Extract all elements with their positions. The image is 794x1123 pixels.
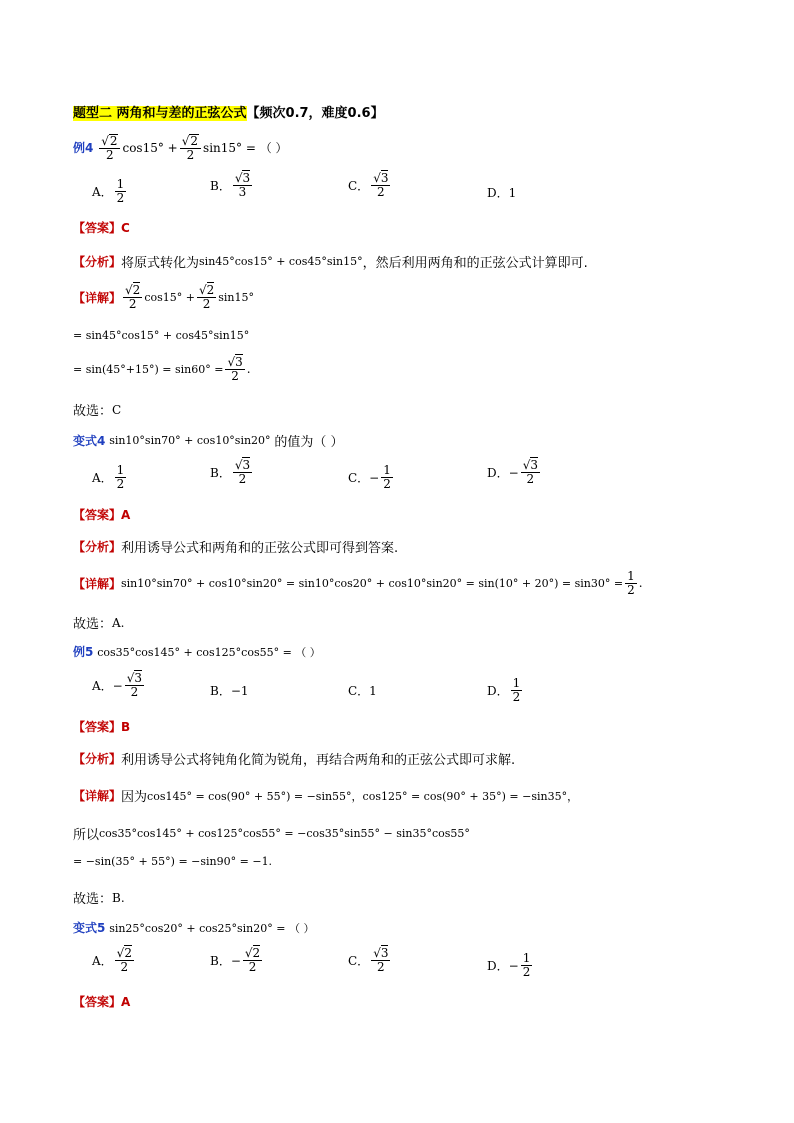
ex4-detail-1: 【详解】 $\frac{√2}{2}$ cos15° + $\frac{√2}{2}$ sin15°: [73, 283, 254, 311]
section-title: 题型二 两角和与差的正弦公式: [73, 106, 247, 121]
var4-analysis: 【分析】 利用诱导公式和两角和的正弦公式即可得到答案.: [73, 540, 399, 556]
ex5-detail-1: 【详解】 因为 cos145° = cos(90° + 55°) = −sin55°，cos125° = cos(90° + 35°) = −sin35°，: [73, 789, 579, 805]
ex5-choose: 故选： B.: [73, 890, 125, 907]
ex4-answer: 【答案】 C: [73, 220, 130, 235]
sqrt2-over-2: $\frac{√2}{2}$: [99, 134, 120, 161]
var5-answer: 【答案】 A: [73, 994, 131, 1009]
ex5-option-d: D． $\frac{1}{2}$: [487, 676, 521, 704]
ex5-option-a: A．− $\frac{√3}{2}$: [92, 671, 143, 699]
var5-option-a: A． $\frac{√2}{2}$: [92, 946, 132, 974]
ex4-detail-2: = sin45°cos15° + cos45°sin15°: [73, 329, 250, 342]
section-header: [73, 102, 384, 121]
var4-detail: 【详解】 sin10°sin70° + cos10°sin20° = sin10°cos20° + cos10°sin20° = sin(10° + 20°) = sin30° = $\frac{1}{2}$ .: [73, 569, 643, 597]
var4-option-c: C．− $\frac{1}{2}$: [348, 463, 391, 491]
ex5-answer: 【答案】 B: [73, 719, 131, 734]
var4-choose: 故选： A.: [73, 615, 125, 632]
ex4-option-c: C． $\frac{√3}{2}$: [348, 171, 389, 199]
ex5-option-b: B．−1: [210, 684, 249, 698]
var5-option-b: B．− $\frac{√2}{2}$: [210, 946, 261, 974]
ex5-option-c: C．1: [348, 684, 377, 698]
var5-question: 变式5 sin25°cos20° + cos25°sin20° = （ ）: [73, 921, 315, 935]
ex4-option-b: B． $\frac{√3}{3}$: [210, 171, 251, 199]
ex4-option-a: A． $\frac{1}{2}$: [92, 177, 125, 205]
var5-option-c: C． $\frac{√3}{2}$: [348, 946, 389, 974]
ex4-question: 例4 $\frac{√2}{2}$ cos15° + $\frac{√2}{2}$ sin15° = （ ）: [73, 134, 288, 162]
ex5-detail-3: = −sin(35° + 55°) = −sin90° = −1.: [73, 855, 273, 868]
ex4-analysis: 【分析】 将原式转化为 sin45°cos15° + cos45°sin15° ，然后利用两角和的正弦公式计算即可.: [73, 255, 588, 271]
ex4-detail-3: = sin(45°+15°) = sin60° = $\frac{√3}{2}$ .: [73, 355, 251, 383]
var4-option-d: D．− $\frac{√3}{2}$: [487, 458, 538, 486]
ex4-tag: 例4: [73, 141, 94, 156]
var5-option-d: D．− $\frac{1}{2}$: [487, 951, 531, 979]
ex5-analysis: 【分析】 利用诱导公式将钝角化简为锐角，再结合两角和的正弦公式即可求解.: [73, 752, 516, 768]
var4-question: 变式4 sin10°sin70° + cos10°sin20° 的值为（ ）: [73, 434, 344, 450]
var4-option-b: B． $\frac{√3}{2}$: [210, 458, 251, 486]
var4-option-a: A． $\frac{1}{2}$: [92, 463, 125, 491]
ex4-choose: 故选： C: [73, 402, 122, 419]
ex5-question: 例5 cos35°cos145° + cos125°cos55° = （ ）: [73, 645, 321, 659]
section-meta: 【频次0.7，难度0.6】: [246, 106, 384, 121]
sqrt2-over-2: $\frac{√2}{2}$: [180, 134, 201, 161]
ex5-detail-2: 所以 cos35°cos145° + cos125°cos55° = −cos35°sin55° − sin35°cos55°: [73, 827, 470, 843]
var4-answer: 【答案】 A: [73, 507, 131, 522]
ex4-option-d: D．1: [487, 186, 517, 200]
